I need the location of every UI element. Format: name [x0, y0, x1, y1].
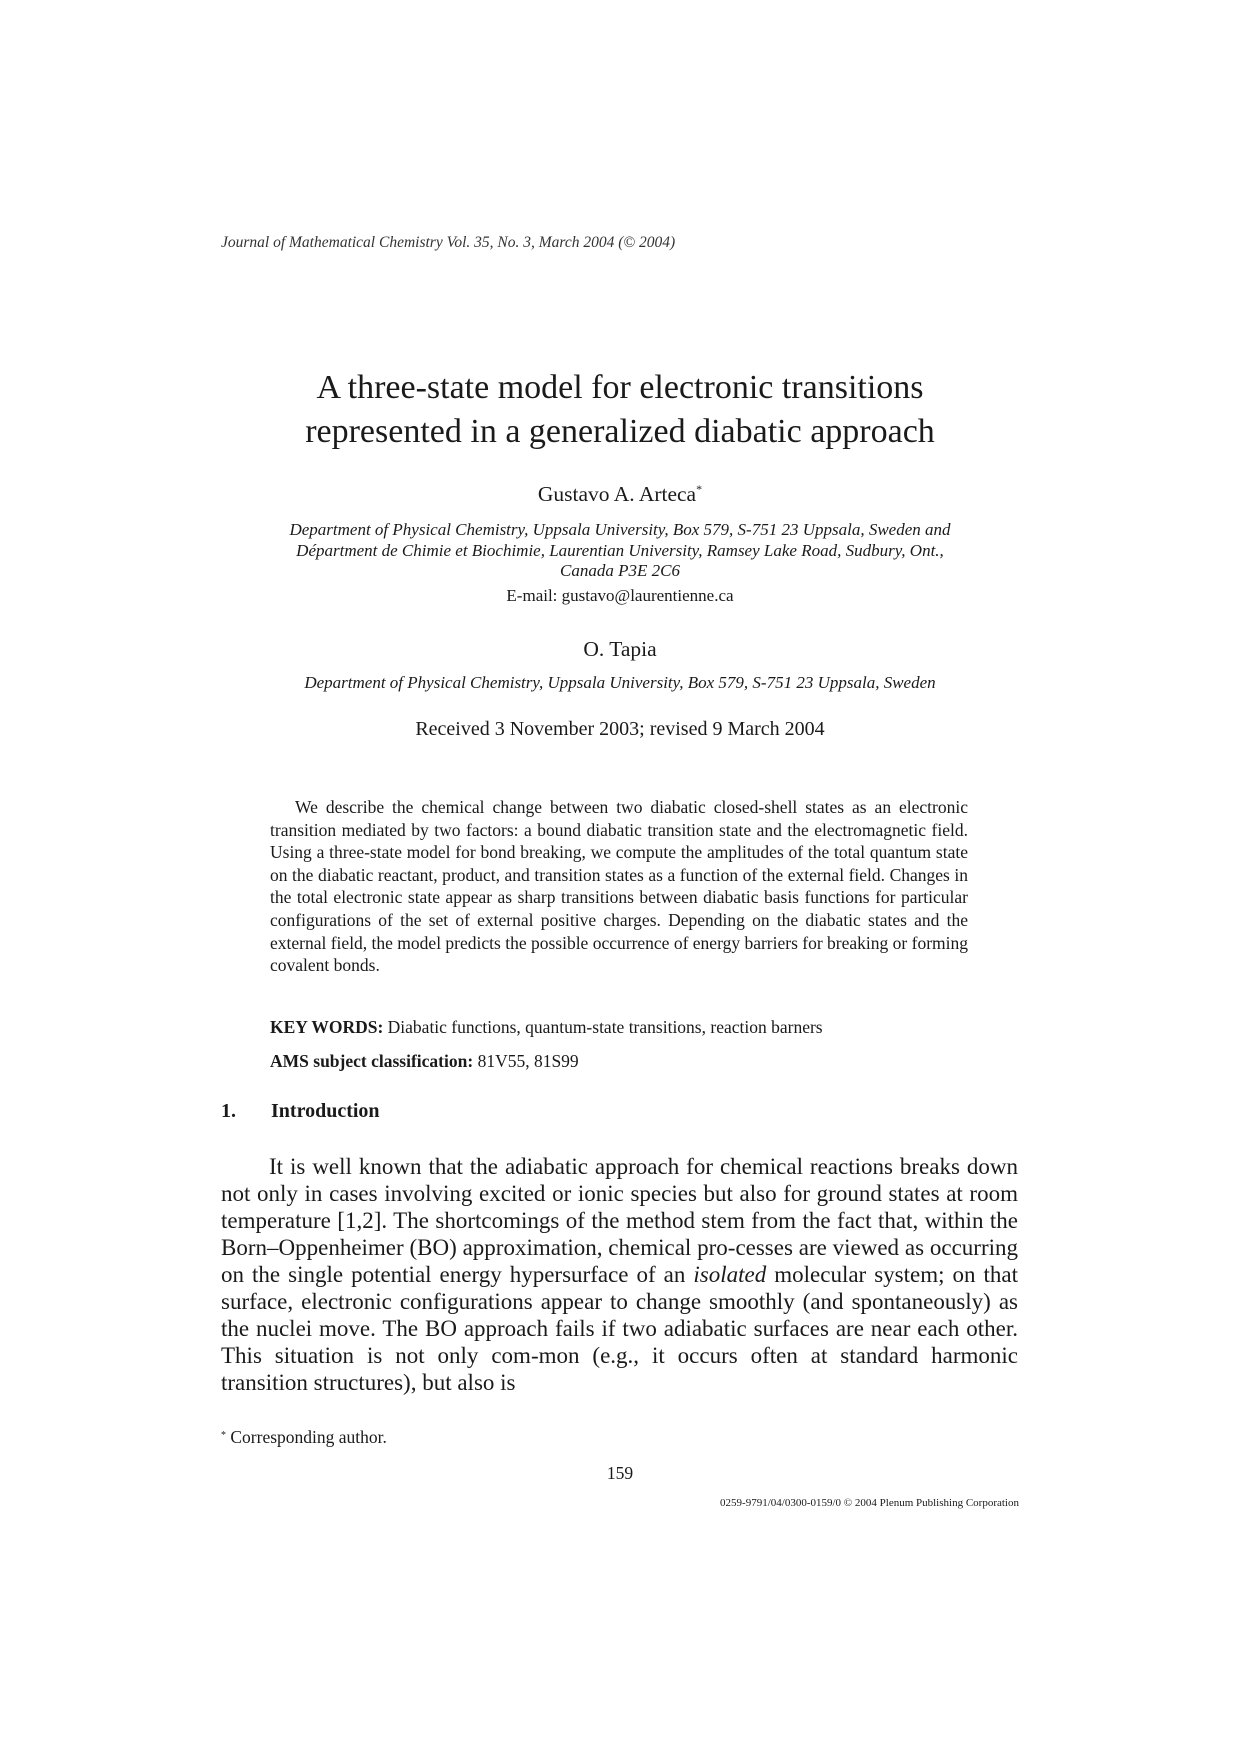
- author-1-affiliation: [0, 520, 1240, 582]
- affiliation-line: Départment de Chimie et Biochimie, Laurentian University, Ramsey Lake Road, Sudbury, Ont.,: [296, 540, 944, 560]
- section-title: Introduction: [271, 1100, 380, 1122]
- author-2-name: O. Tapia: [583, 637, 657, 661]
- author-1-name: Gustavo A. Arteca: [537, 482, 697, 506]
- paper-title: [0, 366, 1240, 454]
- affiliation-line: Department of Physical Chemistry, Uppsala University, Box 579, S-751 23 Uppsala, Sweden: [304, 673, 936, 692]
- keywords-text: Diabatic functions, quantum-state transitions, reaction barners: [387, 1017, 823, 1037]
- ams-classification: [270, 1051, 579, 1072]
- title-line-1: A three-state model for electronic transitions: [316, 369, 924, 406]
- footnote: [221, 1427, 387, 1448]
- intro-paragraph: [221, 1153, 1018, 1396]
- author-2: [0, 637, 1240, 662]
- author-1-marker: *: [696, 482, 703, 496]
- intro-emphasis: isolated: [693, 1262, 767, 1287]
- keywords: [270, 1017, 823, 1038]
- intro-text-2: molecular system; on that surface, electronic configurations appear to change smoothly (and spontaneously) as the nuclei move. The BO approach fails if two adiabatic surfaces are near each other. This situation is not only com-mon (e.g., it occurs often at standard harmonic transition structures), but also is: [221, 1262, 1019, 1395]
- section-heading: [221, 1100, 380, 1123]
- intro-text-1: It is well known that the adiabatic approach for chemical reactions breaks down not only in cases involving excited or ionic species but also for ground states at room temperature [1,2]. The shortcomings of the method stem from the fact that, within the Born–Oppenheimer (BO) approximation, chemical pro-cesses are viewed as occurring on the single potential energy hypersurface of an: [221, 1154, 1018, 1287]
- journal-header: Journal of Mathematical Chemistry Vol. 35, No. 3, March 2004 (© 2004): [221, 234, 676, 251]
- footnote-marker: *: [221, 1430, 226, 1441]
- copyright-line: 0259-9791/04/0300-0159/0 © 2004 Plenum Publishing Corporation: [720, 1497, 1019, 1509]
- abstract: We describe the chemical change between two diabatic closed-shell states as an electronic transition mediated by two factors: a bound diabatic transition state and the electromagnetic field. Using a three-state model for bond breaking, we compute the amplitudes of the total quantum state on the diabatic reactant, product, and transition states as a function of the external field. Changes in the total electronic state appear as sharp transitions between diabatic basis functions for particular configurations of the set of external positive charges. Depending on the diabatic states and the external field, the model predicts the possible occurrence of energy barriers for breaking or forming covalent bonds.: [270, 797, 968, 976]
- affiliation-line: Department of Physical Chemistry, Uppsala University, Box 579, S-751 23 Uppsala, Sweden and: [289, 520, 951, 539]
- title-line-2: represented in a generalized diabatic approach: [305, 413, 935, 450]
- affiliation-line: Canada P3E 2C6: [560, 561, 680, 580]
- author-1: [0, 482, 1240, 507]
- author-2-affiliation: [0, 673, 1240, 694]
- ams-text: 81V55, 81S99: [477, 1051, 579, 1071]
- received-dates: Received 3 November 2003; revised 9 March 2004: [415, 718, 825, 740]
- page-number: 159: [606, 1463, 634, 1483]
- author-1-email: E-mail: gustavo@laurentienne.ca: [506, 586, 734, 605]
- ams-label: AMS subject classification:: [270, 1051, 474, 1071]
- footnote-text: Corresponding author.: [230, 1427, 387, 1447]
- section-number: 1.: [221, 1100, 236, 1122]
- keywords-label: KEY WORDS:: [270, 1017, 384, 1037]
